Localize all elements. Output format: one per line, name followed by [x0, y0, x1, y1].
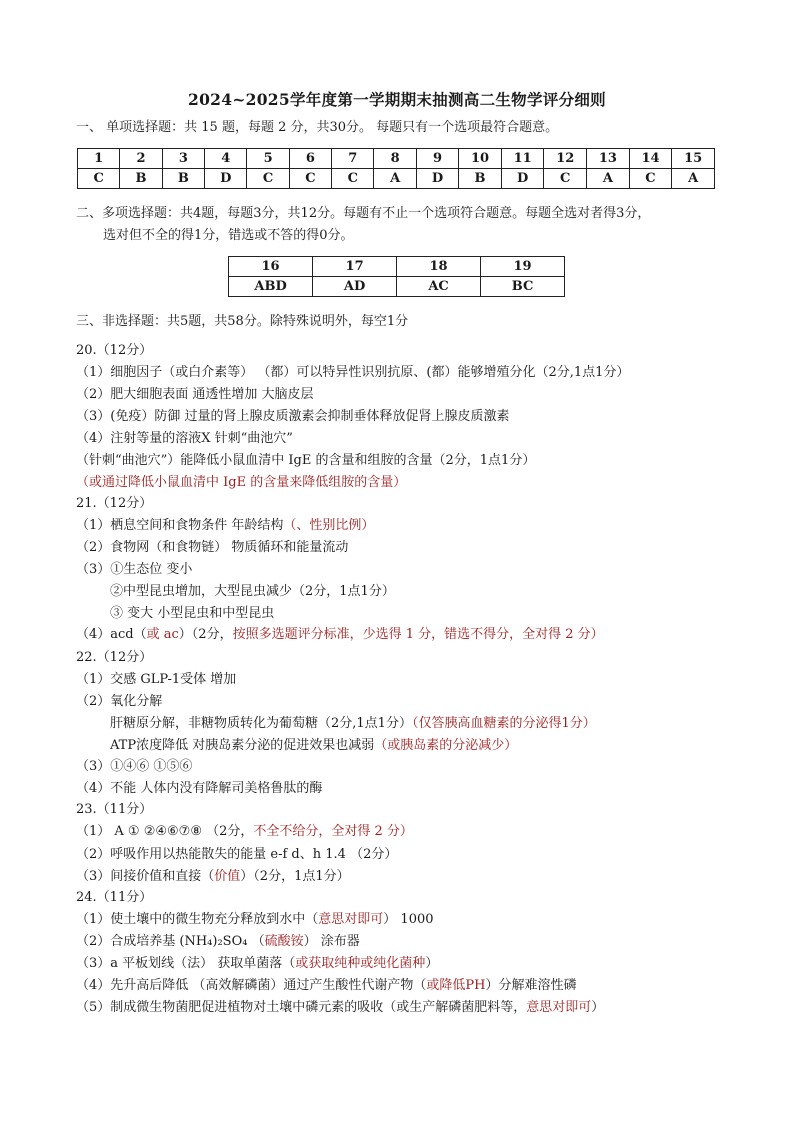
question-number: 14	[629, 149, 672, 169]
question-number: 5	[247, 149, 289, 169]
q21-answer-1-note: （、性别比例）	[283, 518, 375, 533]
q24-answer-3	[76, 955, 438, 973]
question-number: 18	[397, 257, 481, 277]
q20-answer-2: （2）肥大细胞表面 通透性增加 大脑皮层	[76, 387, 314, 402]
table-row-numbers	[78, 149, 715, 169]
question-number: 11	[501, 149, 544, 169]
q24-answer-2	[76, 933, 360, 951]
q24-answer-2-tail: ） 涂布器	[303, 934, 360, 949]
q21-answer-4-score: ）（2分，	[178, 627, 233, 642]
q23-answer-3-alt: 价值	[214, 869, 241, 884]
answer-cell: B	[120, 169, 162, 189]
q24-answer-2-main: （2）合成培养基 (NH₄)₂SO₄ （	[76, 934, 265, 949]
section2-heading-line2: 选对但不全的得1分，错选或不答的得0分。	[103, 228, 354, 243]
q24-answer-5	[76, 999, 604, 1017]
q24-answer-3-alt: 或获取纯种或纯化菌种	[295, 956, 426, 971]
single-choice-answer-table	[77, 148, 715, 189]
q22-answer-2-part3-main: ATP浓度降低 对胰岛素分泌的促进效果也减弱	[110, 738, 375, 753]
q23-answer-3-main: （3）间接价值和直接（	[76, 869, 215, 884]
q23-answer-3	[76, 868, 350, 886]
question-number: 19	[481, 257, 565, 277]
q20-alternative-answer: （或通过降低小鼠血清中 IgE 的含量来降低组胺的含量）	[76, 475, 407, 490]
question-number: 16	[229, 257, 313, 277]
q21-answer-3: （3）①生态位 变小	[76, 562, 193, 577]
q21-answer-3-part3: ③ 变大 小型昆虫和中型昆虫	[110, 606, 275, 621]
question-number: 9	[416, 149, 458, 169]
answer-cell: D	[205, 169, 247, 189]
question-number: 4	[205, 149, 247, 169]
table-row-answers	[229, 277, 565, 297]
q22-answer-2-part3-note: （或胰岛素的分泌减少）	[374, 738, 518, 753]
q21-answer-4	[76, 626, 604, 644]
question-number: 12	[544, 149, 587, 169]
q21-answer-3-part2: ②中型昆虫增加，大型昆虫减少（2分，1点1分）	[110, 584, 395, 599]
section3-heading: 三、非选择题：共5题，共58分。除特殊说明外，每空1分	[76, 314, 409, 329]
q20-answer-4-detail: （针刺“曲池穴”）能降低小鼠血清中 IgE 的含量和组胺的含量（2分，1点1分）	[76, 453, 536, 468]
q23-answer-1-note: 不全不给分，全对得 2 分）	[253, 824, 413, 839]
q20-heading: 20.（12分）	[76, 343, 153, 358]
page-title: 2024~2025学年度第一学期期末抽测高二生物学评分细则	[188, 90, 606, 109]
answer-cell: C	[332, 169, 374, 189]
answer-cell: D	[416, 169, 458, 189]
question-number: 2	[120, 149, 162, 169]
q24-answer-2-alt: 硫酸铵	[264, 934, 304, 949]
q23-answer-1-main: （1） A ① ②④⑥⑦⑧ （2分，	[76, 824, 254, 839]
q24-answer-1-main: （1）使土壤中的微生物充分释放到水中（	[76, 912, 319, 927]
answer-cell: A	[672, 169, 715, 189]
q24-answer-5-main: （5）制成微生物菌肥促进植物对土壤中磷元素的吸收（或生产解磷菌肥料等，	[76, 1000, 527, 1015]
q24-heading: 24.（11分）	[76, 890, 153, 905]
q20-answer-1: （1）细胞因子（或白介素等） （都）可以特异性识别抗原、(都）能够增殖分化（2分,1点1分）	[76, 365, 630, 380]
q20-answer-3: （3）(免疫）防御 过量的肾上腺皮质激素会抑制垂体释放促肾上腺皮质激素	[76, 409, 510, 424]
question-number: 13	[587, 149, 630, 169]
q21-answer-4-note: 按照多选题评分标准，少选得 1 分，错选不得分，全对得 2 分）	[232, 627, 604, 642]
answer-cell: C	[544, 169, 587, 189]
q22-answer-2: （2）氧化分解	[76, 694, 163, 709]
answer-cell: A	[587, 169, 630, 189]
q24-answer-3-tail: ）	[425, 956, 439, 971]
answer-cell: B	[459, 169, 502, 189]
q22-answer-2-part2-main: 肝糖原分解，非糖物质转化为葡萄糖（2分,1点1分）	[110, 716, 412, 731]
q23-answer-1	[76, 823, 413, 841]
q22-answer-2-part2-note: （仅答胰高血糖素的分泌得1分）	[411, 716, 596, 731]
q22-answer-1: （1）交感 GLP-1受体 增加	[76, 672, 237, 687]
q24-answer-5-tail: ）	[591, 1000, 605, 1015]
question-number: 1	[78, 149, 120, 169]
q24-answer-4-tail: ）分解难溶性磷	[485, 978, 577, 993]
question-number: 3	[162, 149, 204, 169]
q22-answer-4: （4）不能 人体内没有降解司美格鲁肽的酶	[76, 781, 323, 796]
q20-answer-4: （4）注射等量的溶液X 针刺“曲池穴”	[76, 431, 293, 446]
answer-cell: AC	[397, 277, 481, 297]
multiple-choice-answer-table	[228, 256, 565, 297]
q21-answer-1-main: （1）栖息空间和食物条件 年龄结构	[76, 518, 284, 533]
q22-heading: 22.（12分）	[76, 650, 153, 665]
answer-cell: AD	[313, 277, 397, 297]
q24-answer-1-note: 意思对即可	[318, 912, 384, 927]
question-number: 8	[374, 149, 416, 169]
q22-answer-2-part3	[110, 737, 517, 755]
q22-answer-3: （3）①④⑥ ①⑤⑥	[76, 759, 193, 774]
answer-cell: C	[247, 169, 289, 189]
answer-cell: D	[501, 169, 544, 189]
q21-answer-1	[76, 517, 374, 535]
q21-heading: 21.（12分）	[76, 496, 153, 511]
q21-answer-2: （2）食物网（和食物链） 物质循环和能量流动	[76, 540, 349, 555]
q23-answer-2: （2）呼吸作用以热能散失的能量 e-f d、h 1.4 （2分）	[76, 847, 398, 862]
q24-answer-1-value: ） 1000	[383, 912, 434, 927]
q22-answer-2-part2	[110, 715, 596, 733]
question-number: 6	[289, 149, 331, 169]
q23-answer-3-score: ）（2分，1点1分）	[240, 869, 350, 884]
q24-answer-4	[76, 977, 577, 995]
q24-answer-1	[76, 911, 434, 929]
question-number: 10	[459, 149, 502, 169]
section1-heading: 一、 单项选择题：共 15 题，每题 2 分，共30分。 每题只有一个选项最符合题意。	[76, 120, 559, 135]
answer-cell: C	[629, 169, 672, 189]
answer-cell: C	[289, 169, 331, 189]
table-row-numbers	[229, 257, 565, 277]
section2-heading-line1: 二、多项选择题：共4题，每题3分，共12分。每题有不止一个选项符合题意。每题全选对者得3分，	[76, 206, 651, 221]
question-number: 15	[672, 149, 715, 169]
answer-cell: B	[162, 169, 204, 189]
q21-answer-4-main: （4）acd（	[76, 627, 147, 642]
q21-answer-4-alt: 或 ac	[146, 627, 179, 642]
question-number: 7	[332, 149, 374, 169]
table-row-answers	[78, 169, 715, 189]
q24-answer-4-alt: 或降低PH	[426, 978, 486, 993]
q24-answer-5-note: 意思对即可	[526, 1000, 592, 1015]
answer-cell: A	[374, 169, 416, 189]
q24-answer-4-main: （4）先升高后降低 （高效解磷菌）通过产生酸性代谢产物（	[76, 978, 427, 993]
q24-answer-3-main: （3）a 平板划线（法） 获取单菌落（	[76, 956, 296, 971]
question-number: 17	[313, 257, 397, 277]
answer-cell: BC	[481, 277, 565, 297]
answer-cell: ABD	[229, 277, 313, 297]
answer-cell: C	[78, 169, 120, 189]
q23-heading: 23.（11分）	[76, 802, 153, 817]
